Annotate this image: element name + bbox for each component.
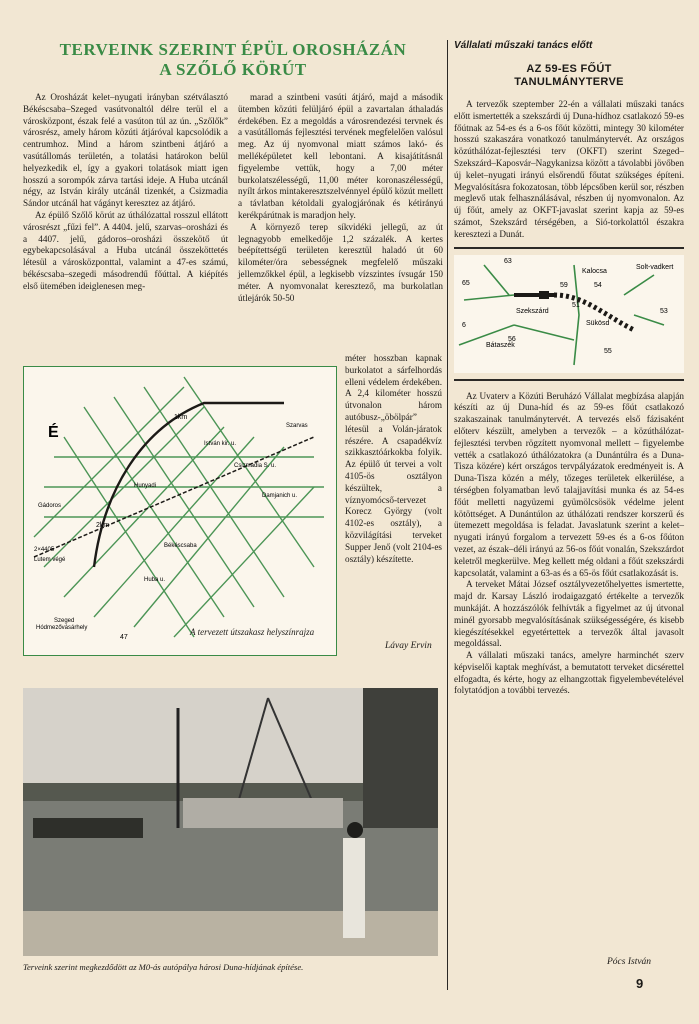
svg-text:59: 59 <box>560 281 568 289</box>
svg-text:Hódmezővásárhely: Hódmezővásárhely <box>36 625 88 631</box>
left-article-col1: Az Orosházát kelet–nyugati irányban szétválasztó Békéscsaba–Szeged vasútvonaltól délre terül el a városközpont, észak felé a vasúton túl az ún. „Szőlők” városrész, amely három közúti átjáróval kapcsolódik a centrumhoz. Mind a három szintbeni átjáró a vasútállomás területén, a tolatási határokon belül helyezkedik el, így a gyakori tolatások miatt igen hosszú a sorompók zárva tartási ideje. A Huba utcánál négy, az István király utcánál tizenkét, a Csizmadia Sándor utcánál hat vágányt keresztez az átjáró. Az épülő Szőlő körút az úthálózattal rosszul ellátott városrészt „fűzi fel”. A 4404. jelű, szarvas–orosházi és a 4407. jelű, gádoros–orosházi összekötő út egybekapcsolásával a Huba utcánál összeköttetés létesül a városközponttal, valamint a 47-es számú, békéscsaba–szegedi másodrendű főúttal. A kiépítés első ütemében ideiglenesen meg- <box>23 92 228 291</box>
svg-text:63: 63 <box>504 257 512 265</box>
svg-text:Kalocsa: Kalocsa <box>582 267 607 275</box>
svg-text:2×4405: 2×4405 <box>34 547 55 553</box>
right-signature: Pócs István <box>607 957 652 967</box>
svg-text:Gádoros: Gádoros <box>38 503 62 509</box>
left-article-col2-continued: méter hosszban kapnak burkolatot a sárfelhordás elleni védelem érdekében. A 2,4 kilométer hosszú útvonalon három autóbusz-„öbölpár” létesül a Volán-járatok részére. A csapadékvíz szikkasztóárkokba folyik. Az épülő út tervei a volt 4105-ös osztályon készültek, a víznyomócső-tervezet Korecz György (volt 4102-es osztály), a közvilágítási terveket Supper Jenő (volt 2104-es osztály) készítette. <box>345 353 442 564</box>
svg-text:51: 51 <box>572 301 580 309</box>
svg-text:Lutem végé: Lutem végé <box>34 557 66 563</box>
map-caption: A tervezett útszakasz helyszínrajza <box>190 627 315 637</box>
right-article-para1: A tervezők szeptember 22-én a vállalati műszaki tanács előtt ismertették a szekszárdi új Duna-hídhoz csatlakozó 59-es főútnak az 54-es és a 6-os főút közötti, mintegy 30 kilométer hosszú szakaszára vonatkozó tanulmánytervét. Az országos közúthálózat-fejlesztési terv (OKFT) szerint Szeged–Szekszárd–Kaposvár–Nagykanizsa között a távolabbi jövőben új kelet–nyugati irányú elsőrendű főutat szükséges építeni. Megvalósításra fokozatosan, több lépcsőben kerül sor, részben meglevő utak felhasználásával, részben új nyomvonalon. Az új főút, amely az OKFT-javaslat szerint kapja az 59-es számot, Szekszárd térségében, a Sió-torkolattól északra keresztezi a Dunát. <box>454 99 684 239</box>
svg-text:54: 54 <box>594 281 602 289</box>
svg-text:Bátaszék: Bátaszék <box>486 341 515 349</box>
divider-rule-2 <box>454 379 684 381</box>
svg-text:1km: 1km <box>174 414 188 421</box>
svg-text:Huba u.: Huba u. <box>144 577 166 583</box>
svg-text:55: 55 <box>604 347 612 355</box>
svg-text:Békéscsaba: Békéscsaba <box>164 543 197 549</box>
svg-text:Szarvas: Szarvas <box>286 423 308 429</box>
left-signature: Lávay Ervin <box>385 641 432 651</box>
svg-text:Csizmadia S. u.: Csizmadia S. u. <box>234 463 277 469</box>
divider-rule <box>454 247 684 249</box>
column-divider <box>447 40 448 990</box>
right-article <box>454 40 684 697</box>
svg-text:Szeged: Szeged <box>54 618 75 624</box>
left-article-col2: marad a szintbeni vasúti átjáró, majd a második ütemben közúti felüljáró épül a zavartalan áthaladás érdekében. Ez a megoldás a városrendezési tervnek és a vasútállomás fejlesztési tervének megfelelően valósul meg. Az új nyomvonal miatt számos lakó- és melléképületet kell lebontani. A kisajátításnál figyelembe vettük, hogy a 7,00 méter burkolatszélességű, 11,00 méter koronaszélességű, nyílt árkos mintakeresztszelvénnyel épülő közút mellett a távlatban kétoldali gyalogjárónak és kétirányú kerékpárútnak is maradjon hely. A környező terep síkvidéki jellegű, az út legnagyobb emelkedője 1,2 százalék. A kertes beépítettségű területen keresztül haladó út 60 kilométer/óra sebességnek megfelelő műszaki jellemzőkkel épül, a legkisebb vízszintes ívsugár 150 méter. A nyomvonalat keresztező, ma burkolatlan útlejárók 50-50 <box>238 92 443 303</box>
page-number: 9 <box>636 976 644 991</box>
photo-caption: Terveink szerint megkezdődött az M0-ás autópálya hárosi Duna-hídjának építése. <box>23 962 304 972</box>
svg-text:47: 47 <box>120 634 128 641</box>
svg-text:65: 65 <box>462 279 470 287</box>
left-article <box>23 40 443 304</box>
svg-text:56: 56 <box>508 335 516 343</box>
bridge-construction-photo <box>23 688 438 956</box>
svg-text:Hunyadi: Hunyadi <box>134 483 157 489</box>
left-article-title: TERVEINK SZERINT ÉPÜL OROSHÁZÁN A SZŐLŐ KÖRÚT <box>59 40 407 79</box>
right-kicker: Vállalati műszaki tanács előtt <box>454 40 593 51</box>
right-article-title: AZ 59-ES FŐÚT TANULMÁNYTERVE <box>514 63 624 88</box>
route-59-map <box>454 255 684 373</box>
svg-text:6: 6 <box>462 321 466 329</box>
svg-text:Damjanich u.: Damjanich u. <box>262 493 298 499</box>
svg-text:Solt-vadkert: Solt-vadkert <box>636 263 674 271</box>
svg-text:2km: 2km <box>96 522 110 529</box>
svg-text:53: 53 <box>660 307 668 315</box>
svg-text:Sükösd: Sükösd <box>586 319 610 327</box>
svg-text:Szekszárd: Szekszárd <box>516 307 549 315</box>
left-article-body <box>23 92 443 304</box>
right-article-body: Az Uvaterv a Közúti Beruházó Vállalat megbízása alapján készíti az új Duna-híd és az 59-es főút csatlakozó szakaszainak tanulmánytervét. A tervezés első fázisaként előterv készült, amelyben a tervezők – a közúthálózat-fejlesztési tervben rögzített nyomvonal mellett – figyelembe vették a csatlakozó úthálózatokra (a Dunántúlra és a Duna-Tisza közére) kért országos tervpályázatok eredményeit is. A Duna-Tisza közén a mély, tőzeges területek elkerülése, a térségben folyamatban levő talajjavítási munka és az 54-es főút melletti nagyüzemi gyümölcsösök védelme jelent kötöttséget. A Dunántúlon az úthálózati rendszer korszerű és ütemezett megoldása is feladat. Javaslatunk szerint a kelet–nyugati irányú forgalom a tervezett 59-es és a 6-os főúton vezet, az észak–déli irányú az 56-os főút vonalán, Szekszárdot keletről megkerülve. Meg kellett még oldani a főút szekszárdi kapcsolatát, valamint a 63-as és a 65-ös főút csatlakozását is. A terveket Mátai József osztályvezetőhelyettes ismertette, majd dr. Karsay László irodaigazgató értékelte a tervezők munkáját. A hozzászólók felhívták a figyelmet az új útvonal minél gyorsabb megvalósításának szükségességére, és kisebb kiegészítésekkel egyetértettek a tervezők által javasolt megoldással. A vállalati műszaki tanács, amelyre harminchét szerv képviselői kaptak meghívást, a bemutatott terveket dicsérettel elfogadta, és kérte, hogy az elhangzottak figyelembevételével folytatódjon a további tervezés. <box>454 390 684 696</box>
site-plan-map <box>23 366 337 656</box>
north-arrow-label: É <box>48 424 59 441</box>
svg-text:István kir. u.: István kir. u. <box>204 441 237 447</box>
